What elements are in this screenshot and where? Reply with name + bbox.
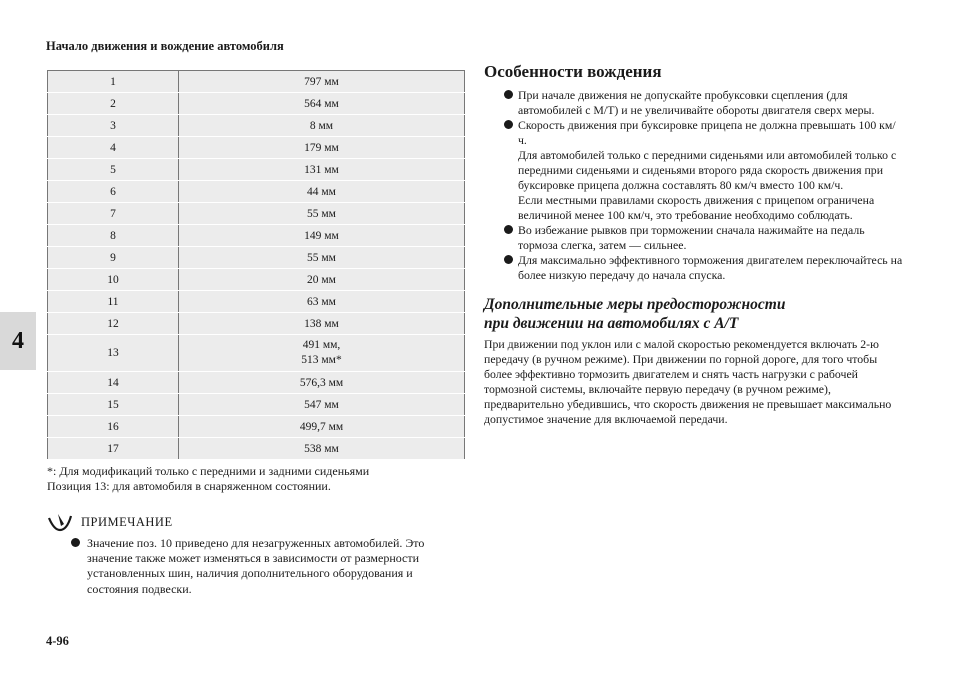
- driving-item-text: Если местными правилами скорость движения с прицепом ограничена величиной менее 100 км/ч, это требование необходимо соблюдать.: [518, 193, 875, 222]
- position-cell: 17: [48, 438, 179, 460]
- footnote-position-13: Позиция 13: для автомобиля в снаряженном состоянии.: [47, 479, 331, 493]
- position-cell: 8: [48, 225, 179, 247]
- right-column: [484, 62, 904, 427]
- table-row: [48, 159, 465, 181]
- dimension-cell: [179, 335, 465, 372]
- section-title-driving: Особенности вождения: [484, 62, 662, 81]
- note-item-text: Значение поз. 10 приведено для незагруженных автомобилей. Это значение также может изменяться в зависимости от размерности установленных шин, наличия дополнительного оборудования и состояния подвески.: [87, 536, 425, 596]
- table-row: [48, 416, 465, 438]
- position-cell: 1: [48, 71, 179, 93]
- chapter-tab: [0, 312, 36, 370]
- table-row: [48, 269, 465, 291]
- driving-list: [484, 88, 904, 283]
- at-paragraph: При движении под уклон или с малой скоростью рекомендуется включать 2-ю передачу (в ручном режиме). При движении по горной дороге, для того чтобы более эффективно тормозить двигателем и снять часть нагрузки с рабочей тормозной системы, включайте первую передачу (в ручном режиме), предварительно убедившись, что скорость движения не превышает максимально допустимое значение для включаемой передачи.: [484, 337, 892, 426]
- table-row: [48, 313, 465, 335]
- note-heading: [47, 512, 465, 532]
- position-cell: 10: [48, 269, 179, 291]
- dimension-cell: 63 мм: [179, 291, 465, 313]
- position-cell: 9: [48, 247, 179, 269]
- dimension-cell: 131 мм: [179, 159, 465, 181]
- table-row: [48, 71, 465, 93]
- table-row: [48, 137, 465, 159]
- position-cell: 6: [48, 181, 179, 203]
- position-cell: 14: [48, 372, 179, 394]
- position-cell: 4: [48, 137, 179, 159]
- note-item: [47, 536, 465, 597]
- position-cell: 16: [48, 416, 179, 438]
- dimension-cell: 576,3 мм: [179, 372, 465, 394]
- bullet-dot-icon: [504, 120, 513, 129]
- bullet-dot-icon: [504, 255, 513, 264]
- dimension-cell: 149 мм: [179, 225, 465, 247]
- table-row: [48, 247, 465, 269]
- table-row: [48, 93, 465, 115]
- position-cell: 5: [48, 159, 179, 181]
- position-cell: 2: [48, 93, 179, 115]
- dimension-cell: 797 мм: [179, 71, 465, 93]
- position-cell: 7: [48, 203, 179, 225]
- left-column: [47, 70, 465, 597]
- position-cell: 13: [48, 335, 179, 372]
- page-number: 4-96: [46, 634, 69, 648]
- table-row: [48, 181, 465, 203]
- dimension-cell: 55 мм: [179, 247, 465, 269]
- driving-item-text: Во избежание рывков при торможении сначала нажимайте на педаль тормоза слегка, затем — сильнее.: [518, 223, 865, 252]
- note-label: ПРИМЕЧАНИЕ: [81, 514, 173, 529]
- dimension-cell: 55 мм: [179, 203, 465, 225]
- table-row: [48, 372, 465, 394]
- table-footnotes: [47, 464, 465, 494]
- driving-item-text: При начале движения не допускайте пробуксовки сцепления (для автомобилей с М/Т) и не увеличивайте обороты двигателя сверх меры.: [518, 88, 875, 117]
- section-title-at: [484, 295, 904, 333]
- table-row: [48, 394, 465, 416]
- position-cell: 15: [48, 394, 179, 416]
- bullet-dot-icon: [504, 90, 513, 99]
- at-title-line-1: Дополнительные меры предосторожности: [484, 296, 786, 313]
- table-row: [48, 335, 465, 372]
- table-row: [48, 225, 465, 247]
- running-header: Начало движения и вождение автомобиля: [46, 39, 284, 53]
- dimension-cell: 179 мм: [179, 137, 465, 159]
- dimension-value: 491 мм,: [302, 339, 341, 351]
- table-row: [48, 438, 465, 460]
- position-cell: 11: [48, 291, 179, 313]
- dimensions-table: [47, 70, 465, 460]
- table-row: [48, 203, 465, 225]
- position-cell: 3: [48, 115, 179, 137]
- driving-item-text: Скорость движения при буксировке прицепа не должна превышать 100 км/ч.: [518, 118, 896, 147]
- bullet-dot-icon: [504, 225, 513, 234]
- dimension-value-alt: 513 мм*: [301, 354, 342, 366]
- driving-item: [484, 253, 904, 283]
- note-list: [47, 536, 465, 597]
- dimension-cell: 499,7 мм: [179, 416, 465, 438]
- dimension-cell: 547 мм: [179, 394, 465, 416]
- dimension-cell: 564 мм: [179, 93, 465, 115]
- at-title-line-2: при движении на автомобилях с А/Т: [484, 315, 739, 332]
- chapter-number: 4: [12, 327, 24, 354]
- driving-item: [484, 118, 904, 223]
- dimension-cell: 538 мм: [179, 438, 465, 460]
- driving-item-text: Для автомобилей только с передними сиденьями или автомобилей только с передними сиденьями и сиденьями второго ряда скорость движения при буксировке прицепа должна составлять 80 км/ч вместо 100 км/ч.: [518, 148, 897, 192]
- table-row: [48, 115, 465, 137]
- dimension-cell: 44 мм: [179, 181, 465, 203]
- table-row: [48, 291, 465, 313]
- dimension-cell: 138 мм: [179, 313, 465, 335]
- driving-item: [484, 88, 904, 118]
- bullet-dot-icon: [71, 538, 80, 547]
- footnote-asterisk: *: Для модификаций только с передними и задними сиденьями: [47, 464, 370, 478]
- note-pen-icon: [47, 512, 73, 532]
- position-cell: 12: [48, 313, 179, 335]
- dimension-cell: 8 мм: [179, 115, 465, 137]
- dimension-cell: 20 мм: [179, 269, 465, 291]
- driving-item-text: Для максимально эффективного торможения двигателем переключайтесь на более низкую передачу до начала спуска.: [518, 253, 903, 282]
- driving-item: [484, 223, 904, 253]
